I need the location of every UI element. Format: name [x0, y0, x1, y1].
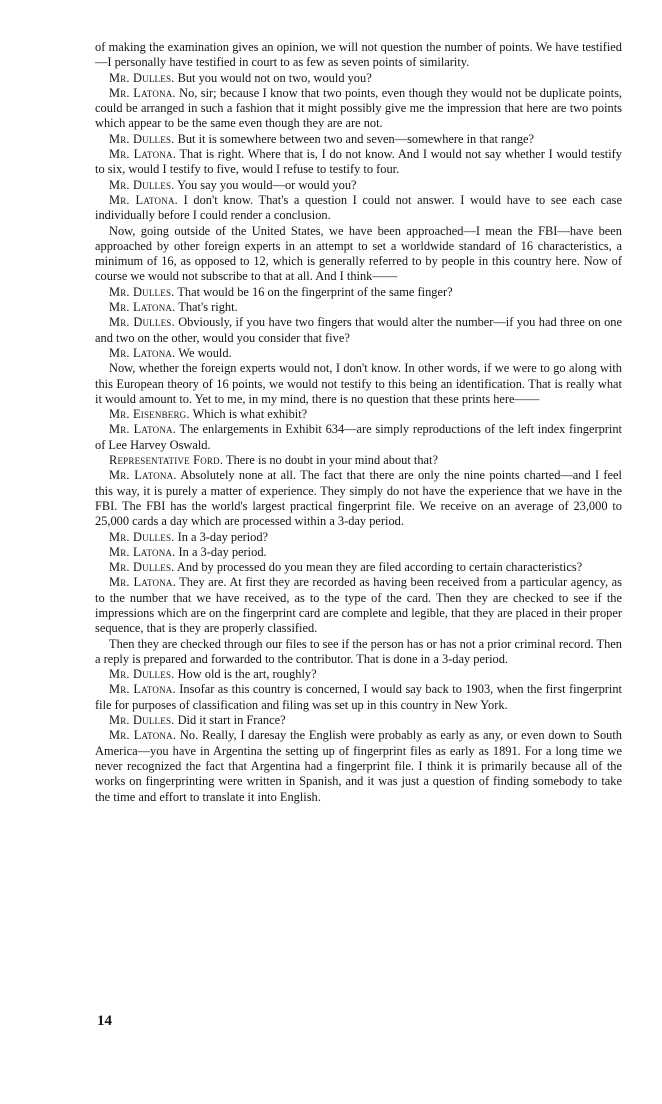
paragraph-text: In a 3-day period? — [177, 529, 269, 544]
paragraph-text: That is right. Where that is, I do not know. And I would not say whether I would testify to six, would I testify to five, would I refuse to testify to four. — [95, 147, 622, 177]
speaker-name: Mr. Dulles. — [109, 560, 175, 575]
paragraph-text: In a 3-day period. — [178, 544, 267, 559]
transcript-paragraph — [95, 667, 622, 682]
speaker-name: Mr. Latona. — [109, 575, 176, 590]
paragraph-text: And by processed do you mean they are filed according to certain characteristics? — [176, 560, 583, 575]
speaker-name: Mr. Latona. — [109, 147, 176, 162]
speaker-name: Mr. Dulles. — [109, 284, 175, 299]
speaker-name: Mr. Latona. — [109, 422, 177, 437]
paragraph-text: Now, whether the foreign experts would not, I don't know. In other words, if we were to go along with this European theory of 16 points, we would not testify to this being an identification. That is really what it would amount to. Yet to me, in my mind, there is no question that these prints here—— — [95, 361, 622, 406]
page-number: 14 — [97, 1013, 112, 1029]
transcript-paragraph — [95, 407, 622, 422]
transcript-paragraph — [95, 71, 622, 86]
transcript-body — [95, 40, 622, 805]
transcript-paragraph — [95, 728, 622, 804]
transcript-paragraph — [95, 315, 622, 346]
paragraph-text: But you would not on two, would you? — [177, 70, 372, 85]
paragraph-text: No. Really, I daresay the English were probably as early as any, or even down to South America—you have in Argentina the setting up of fingerprint files as early as 1891. For a long time we never recognized the fact that Argentina had a fingerprint file. I think it is primarily because all of the works on fingerprinting were written in Spanish, and it was just a question of finding somebody to take the time and effort to translate it into English. — [95, 728, 622, 804]
speaker-name: Mr. Dulles. — [109, 177, 175, 192]
transcript-paragraph — [95, 300, 622, 315]
speaker-name: Mr. Latona. — [109, 300, 176, 315]
speaker-name: Mr. Dulles. — [109, 713, 175, 728]
paragraph-text: They are. At first they are recorded as having been received from a particular agency, as to the number that we have received, as to the type of the card. Then they are checked to see if the impressions which are on the fingerprint card are complete and legible, that they are placed in their proper sequence, that is they are properly classified. — [95, 575, 622, 636]
speaker-name: Mr. Dulles. — [109, 667, 175, 682]
speaker-name: Mr. Latona. — [109, 682, 176, 697]
transcript-paragraph — [95, 86, 622, 132]
paragraph-text: I don't know. That's a question I could not answer. I would have to see each case individually before I could render a conclusion. — [95, 192, 622, 223]
speaker-name: Mr. Dulles. — [109, 315, 175, 330]
paragraph-text: No, sir; because I know that two points, even though they would not be duplicate points, could be arranged in such a fashion that it might possibly give me the impression that here are two points which appear to be the same even though they are are not. — [95, 85, 622, 131]
paragraph-text: Which is what exhibit? — [192, 407, 308, 422]
paragraph-text: There is no doubt in your mind about that? — [226, 453, 438, 468]
paragraph-text: Obviously, if you have two fingers that would alter the number—if you had three on one and two on the other, would you consider that five? — [95, 315, 622, 345]
paragraph-text: That would be 16 on the fingerprint of the same finger? — [177, 284, 453, 299]
transcript-paragraph — [95, 346, 622, 361]
transcript-paragraph — [95, 468, 622, 529]
transcript-paragraph — [95, 530, 622, 545]
speaker-name: Mr. Eisenberg. — [109, 407, 190, 422]
paragraph-text: Then they are checked through our files to see if the person has or has not a prior criminal record. Then a reply is prepared and forwarded to the contributor. That is done in a 3-day period. — [95, 636, 622, 666]
transcript-paragraph — [95, 147, 622, 178]
paragraph-text: You say you would—or would you? — [177, 177, 357, 192]
paragraph-text: Now, going outside of the United States, we have been approached—I mean the FBI—have been approached by other foreign experts in an attempt to set a worldwide standard of 16 characteristics, a minimum of 16, as opposed to 12, which is generally referred to by people in this country here. Now of course we would not subscribe to that at all. And I think—— — [95, 223, 622, 284]
speaker-name: Mr. Dulles. — [109, 131, 175, 146]
paragraph-text: of making the examination gives an opinion, we will not question the number of points. We have testified—I personally have testified in court to as few as seven points of similarity. — [95, 40, 622, 70]
transcript-paragraph — [95, 637, 622, 668]
transcript-paragraph — [95, 453, 622, 468]
transcript-paragraph — [95, 361, 622, 407]
transcript-paragraph — [95, 422, 622, 453]
paragraph-text: The enlargements in Exhibit 634—are simply reproductions of the left index fingerprint of Lee Harvey Oswald. — [95, 422, 623, 452]
transcript-paragraph — [95, 132, 622, 147]
speaker-name: Mr. Dulles. — [109, 529, 175, 544]
transcript-paragraph — [95, 285, 622, 300]
paragraph-text: Absolutely none at all. The fact that there are only the nine points charted—and I feel this way, it is purely a matter of experience. They simply do not have the experience that we have in the FBI. The FBI has the world's largest practical fingerprint file. We receive on an average of 23,000 to 25,000 cards a day which are processed within a 3-day period. — [95, 468, 622, 529]
transcript-paragraph — [95, 713, 622, 728]
transcript-paragraph — [95, 178, 622, 193]
speaker-name: Mr. Latona. — [109, 345, 176, 360]
transcript-paragraph — [95, 545, 622, 560]
speaker-name: Mr. Latona. — [109, 85, 176, 100]
transcript-paragraph — [95, 560, 622, 575]
transcript-paragraph — [95, 40, 622, 71]
paragraph-text: We would. — [178, 345, 232, 360]
speaker-name: Mr. Latona. — [109, 544, 176, 559]
speaker-name: Mr. Latona. — [109, 728, 177, 743]
speaker-name: Representative Ford. — [109, 453, 224, 468]
transcript-paragraph — [95, 575, 622, 636]
transcript-paragraph — [95, 193, 622, 224]
paragraph-text: But it is somewhere between two and seven—somewhere in that range? — [177, 131, 535, 146]
paragraph-text: Insofar as this country is concerned, I would say back to 1903, when the first fingerprint file for purposes of classification and filing was set up in this country in New York. — [95, 682, 622, 712]
speaker-name: Mr. Dulles. — [109, 70, 175, 85]
speaker-name: Mr. Latona. — [109, 468, 177, 483]
paragraph-text: Did it start in France? — [177, 713, 286, 728]
paragraph-text: That's right. — [178, 300, 238, 315]
transcript-paragraph — [95, 682, 622, 713]
transcript-paragraph — [95, 224, 622, 285]
paragraph-text: How old is the art, roughly? — [177, 667, 317, 682]
speaker-name: Mr. Latona. — [109, 192, 178, 207]
